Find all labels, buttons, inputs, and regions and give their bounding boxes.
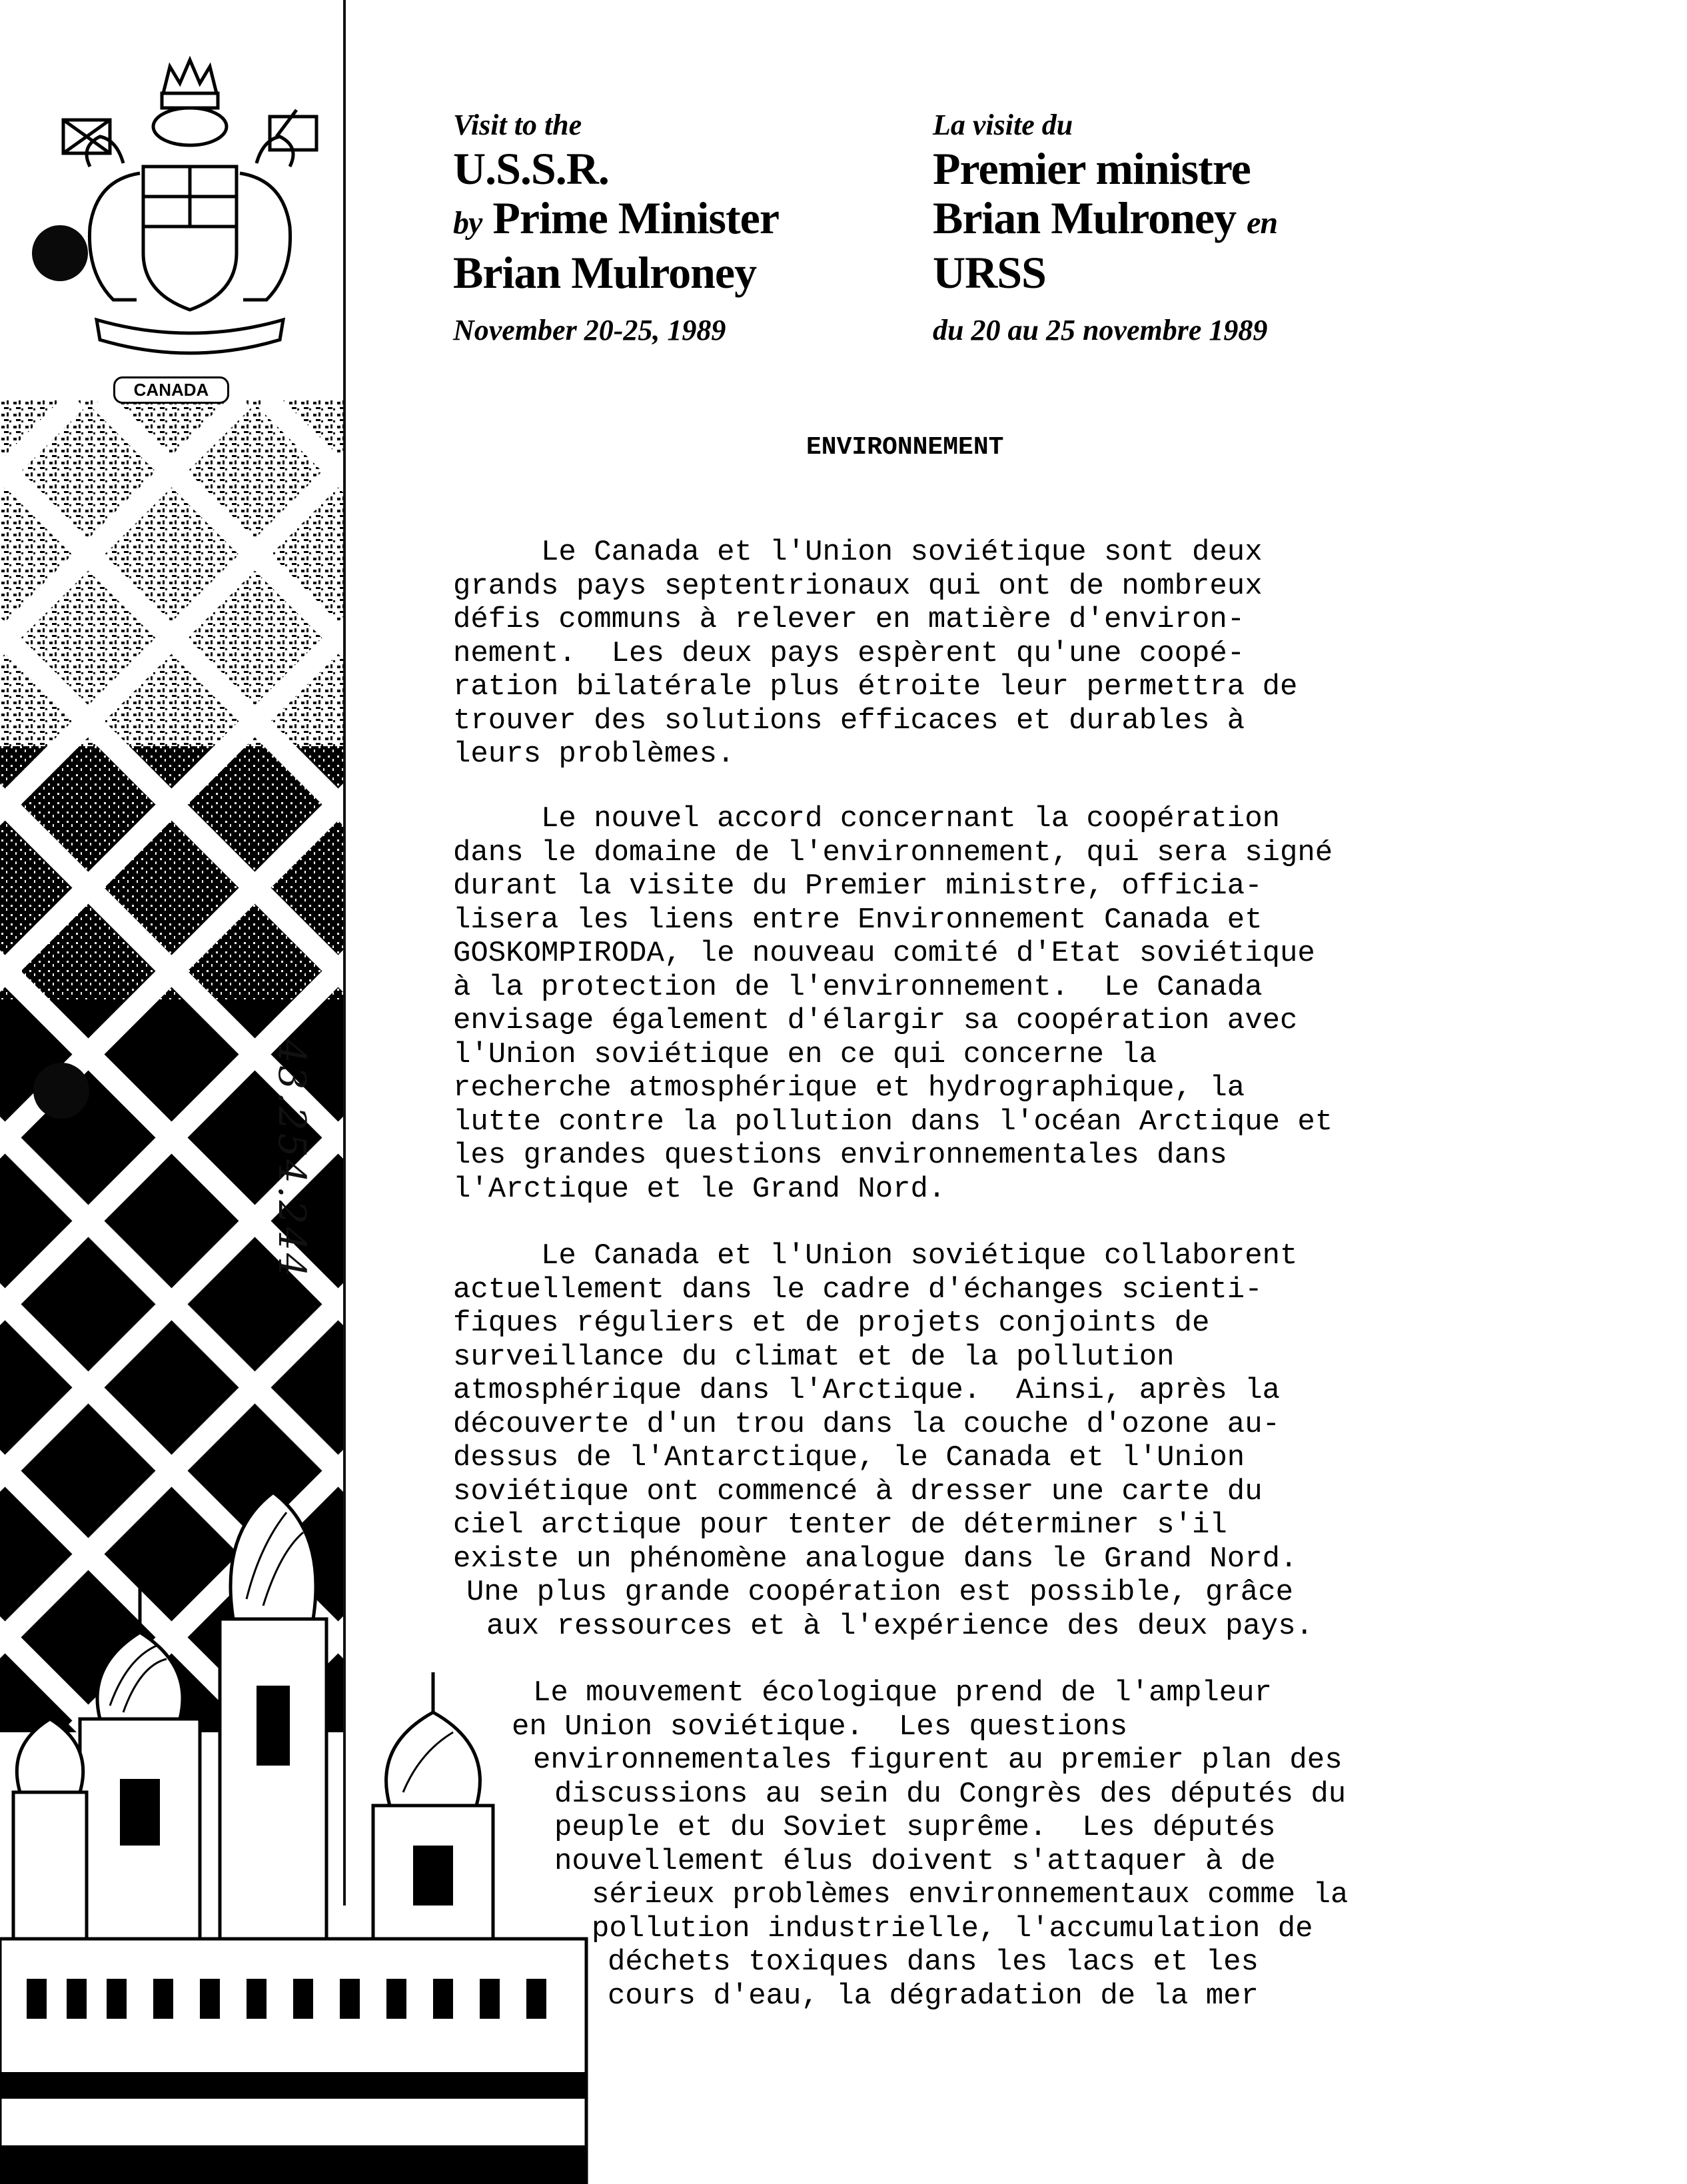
paragraph-3-line: atmosphérique dans l'Arctique. Ainsi, après la (453, 1374, 1281, 1407)
paragraph-1-line: nement. Les deux pays espèrent qu'une coopé- (453, 636, 1245, 670)
paragraph-2-line: envisage également d'élargir sa coopération avec (453, 1004, 1298, 1037)
paragraph-1-line: ration bilatérale plus étroite leur permettra de (453, 670, 1298, 704)
paragraph-2-line: l'Arctique et le Grand Nord. (453, 1172, 946, 1206)
paragraph-1-line: grands pays septentrionaux qui ont de nombreux (453, 569, 1263, 603)
paragraph-4-line: peuple et du Soviet suprême. Les députés (554, 1811, 1276, 1844)
document-title: ENVIRONNEMENT (806, 433, 1004, 462)
header-line: URSS (933, 247, 1046, 298)
paragraph-3-line: Une plus grande coopération est possible, grâce (466, 1576, 1294, 1609)
paragraph-3-line: fiques réguliers et de projets conjoints de (453, 1307, 1210, 1340)
paragraph-4-line: déchets toxiques dans les lacs et les (608, 1945, 1259, 1979)
paragraph-2-line: lutte contre la pollution dans l'océan Arctique et (453, 1105, 1333, 1139)
paragraph-4-line: pollution industrielle, l'accumulation de (592, 1911, 1313, 1945)
header-line-text: Brian Mulroney (933, 193, 1237, 243)
header-line-text: Prime Minister (492, 193, 780, 243)
header-small-word: by (453, 205, 482, 241)
country-label: CANADA (113, 376, 229, 404)
header-lead: Visit to the (453, 109, 582, 141)
paragraph-3-line: surveillance du climat et de la pollution (453, 1340, 1175, 1374)
header-small-word: en (1247, 205, 1278, 241)
header-line: U.S.S.R. (453, 143, 609, 194)
paragraph-3-line: dessus de l'Antarctique, le Canada et l'Union (453, 1441, 1245, 1474)
paragraph-4-line: Le mouvement écologique prend de l'ampleur (533, 1676, 1272, 1710)
coat-of-arms-icon (50, 53, 330, 366)
paragraph-2-line: GOSKOMPIRODA, le nouveau comité d'Etat soviétique (453, 937, 1315, 970)
paragraph-4-line: nouvellement élus doivent s'attaquer à de (554, 1844, 1276, 1878)
paragraph-2-line: dans le domaine de l'environnement, qui sera signé (453, 835, 1333, 869)
paragraph-2-line: lisera les liens entre Environnement Canada et (453, 903, 1263, 937)
paragraph-4-line: environnementales figurent au premier plan des (533, 1744, 1343, 1777)
paragraph-1-line: leurs problèmes. (453, 738, 735, 771)
header-english (453, 107, 879, 349)
paragraph-4-line: cours d'eau, la dégradation de la mer (608, 1979, 1259, 2013)
paragraph-2-line: recherche atmosphérique et hydrographique, la (453, 1071, 1245, 1105)
paragraph-2-line: Le nouvel accord concernant la coopération (453, 802, 1281, 835)
header-lead: La visite du (933, 109, 1073, 141)
paragraph-4-line: discussions au sein du Congrès des députés du (554, 1777, 1347, 1811)
header-line (933, 193, 1412, 248)
punch-hole (32, 225, 88, 281)
paragraph-1-line: Le Canada et l'Union soviétique sont deux (453, 536, 1263, 569)
punch-hole (33, 1063, 89, 1119)
paragraph-4-line: sérieux problèmes environnementaux comme la (592, 1878, 1349, 1911)
header-line: Premier ministre (933, 143, 1251, 194)
paragraph-3-line: ciel arctique pour tenter de déterminer s'il (453, 1508, 1227, 1542)
paragraph-2-line: l'Union soviétique en ce qui concerne la (453, 1037, 1157, 1071)
header-date: November 20-25, 1989 (453, 314, 726, 346)
paragraph-2-line: durant la visite du Premier ministre, officia- (453, 869, 1263, 903)
paragraph-4-line: en Union soviétique. Les questions (512, 1710, 1128, 1744)
paragraph-3-line: découverte d'un trou dans la couche d'ozone au- (453, 1407, 1281, 1441)
handwritten-note: 43.254.244 (270, 1039, 313, 1280)
paragraph-2-line: les grandes questions environnementales dans (453, 1139, 1227, 1172)
paragraph-3-line: existe un phénomène analogue dans le Grand Nord. (453, 1542, 1298, 1576)
paragraph-3-line: Le Canada et l'Union soviétique collaborent (453, 1239, 1298, 1273)
paragraph-1-line: défis communs à relever en matière d'environ- (453, 603, 1245, 636)
paragraph-3-line: actuellement dans le cadre d'échanges scienti- (453, 1273, 1263, 1307)
paragraph-3-line: soviétique ont commencé à dresser une carte du (453, 1474, 1263, 1508)
paragraph-3-line: aux ressources et à l'expérience des deux pays. (486, 1609, 1314, 1643)
header-line (453, 193, 879, 248)
header-date: du 20 au 25 novembre 1989 (933, 314, 1268, 346)
paragraph-2-line: à la protection de l'environnement. Le Canada (453, 970, 1263, 1004)
header-french (933, 107, 1412, 349)
paragraph-1-line: trouver des solutions efficaces et durables à (453, 704, 1245, 738)
header-line: Brian Mulroney (453, 247, 757, 298)
